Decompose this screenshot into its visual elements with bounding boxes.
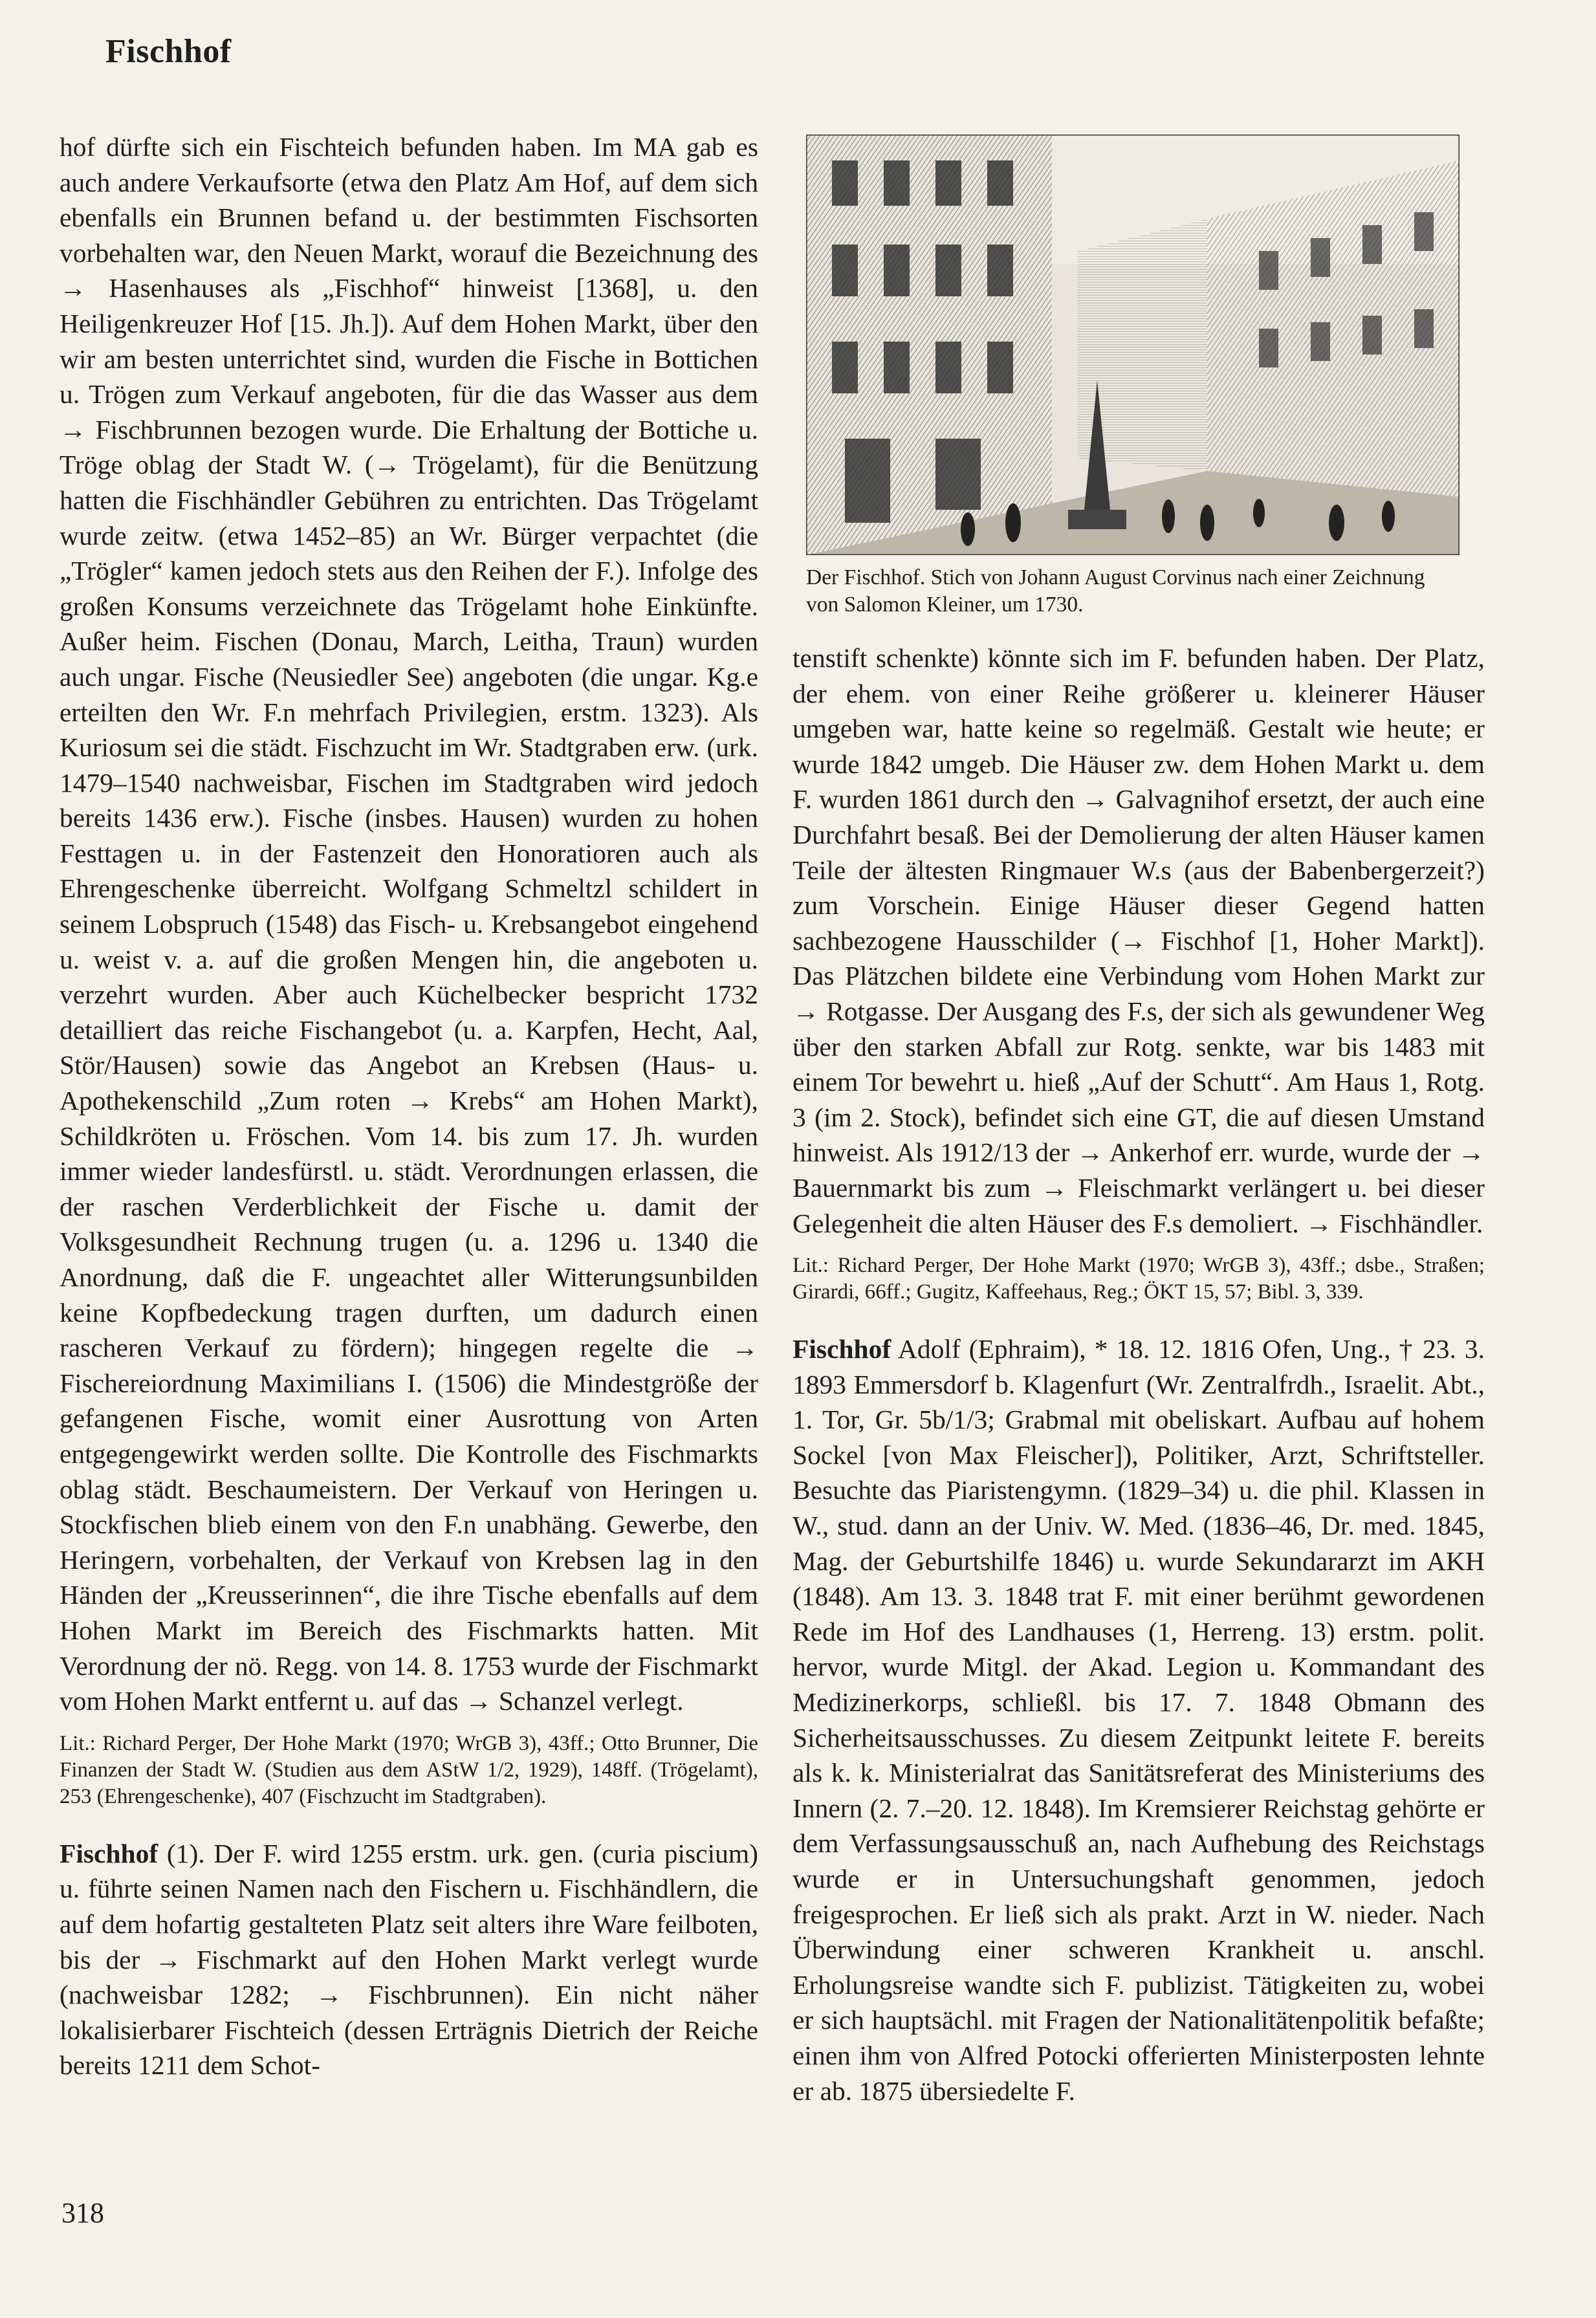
entry-fischhof-adolf [793, 1331, 1485, 2108]
body-paragraph: hof dürfte sich ein Fischteich befunden haben. Im MA gab es auch andere Verkaufsorte (etwa den Platz Am Hof, auf dem sich ebenfalls ein Brunnen befand u. der bestimmten Fischsorten vorbehalten war, den Neuen Markt, worauf die Bezeichnung des → Hasenhauses als „Fischhof“ hinweist [1368], u. den Heiligenkreuzer Hof [15. Jh.]). Auf dem Hohen Markt, über den wir am besten unterrichtet sind, wurden die Fische in Bottichen u. Trögen zum Verkauf angeboten, für die das Wasser aus dem → Fischbrunnen bezogen wurde. Die Erhaltung der Bottiche u. Tröge oblag der Stadt W. (→ Trögelamt), für die Benützung hatten die Fischhändler Gebühren zu entrichten. Das Trögelamt wurde zeitw. (etwa 1452–85) an Wr. Bürger verpachtet (die „Trögler“ kamen jedoch stets aus den Reihen der F.). Infolge des großen Konsums verzeichnete das Trögelamt hohe Einkünfte. Außer heim. Fischen (Donau, March, Leitha, Traun) wurden auch ungar. Fische (Neusiedler See) angeboten (die ungar. Kg.e erteilten den Wr. F.n mehrfach Privilegien, erstm. 1323). Als Kuriosum sei die städt. Fischzucht im Wr. Stadtgraben erw. (urk. 1479–1540 nachweisbar, Fischen im Stadtgraben wird jedoch bereits 1436 erw.). Fische (insbes. Hausen) wurden zu hohen Festtagen u. in der Fastenzeit den Honoratioren auch als Ehrengeschenke überreicht. Wolfgang Schmeltzl schildert in seinem Lobspruch (1548) das Fisch- u. Krebsangebot eingehend u. weist v. a. auf die großen Mengen hin, die angeboten u. verzehrt wurden. Aber auch Küchelbecker bespricht 1732 detailliert das reiche Fischangebot (u. a. Karpfen, Hecht, Aal, Stör/Hausen) sowie das Angebot an Krebsen (Haus- u. Apothekenschild „Zum roten → Krebs“ am Hohen Markt), Schildkröten u. Fröschen. Vom 14. bis zum 17. Jh. wurden immer wieder landesfürstl. u. städt. Verordnungen erlassen, die der raschen Verderblichkeit der Fische u. damit der Volksgesundheit Rechnung trugen (u. a. 1296 u. 1340 die Anordnung, daß die F. ungeachtet aller Witterungsunbilden keine Kopfbedeckung tragen durften, um dadurch einen rascheren Verkauf zu fördern); hingegen regelte die → Fischereiordnung Maximilians I. (1506) die Mindestgröße der gefangenen Fische, womit einer Ausrottung von Arten entgegengewirkt werden sollte. Die Kontrolle des Fischmarkts oblag städt. Beschaumeistern. Der Verkauf von Heringen u. Stockfischen blieb einem von den F.n unabhäng. Gewerbe, den Heringern, vorbehalten, der Verkauf von Krebsen lag in den Händen der „Kreusserinnen“, die ihre Tische ebenfalls auf dem Hohen Markt im Bereich des Fischmarkts hatten. Mit Verordnung der nö. Regg. von 14. 8. 1753 wurde der Fischmarkt vom Hohen Markt entfernt u. auf das → Schanzel verlegt. [60, 132, 758, 1716]
entry-headword: Fischhof [793, 1334, 891, 1364]
literature-note: Lit.: Richard Perger, Der Hohe Markt (1970; WrGB 3), 43ff.; Otto Brunner, Die Finanzen der Stadt W. (Studien aus dem AStW 1/2, 1929), 148ff. (Trögelamt), 253 (Ehrengeschenke), 407 (Fischzucht im Stadtgraben). [60, 1731, 758, 1808]
running-head: Fischhof [105, 33, 232, 70]
entry-fischhof-1 [60, 1836, 758, 2083]
entry-text: Adolf (Ephraim), * 18. 12. 1816 Ofen, Ung., † 23. 3. 1893 Emmersdorf b. Klagenfurt (Wr. Zentralfrdh., Israelit. Abt., 1. Tor, Gr. 5b/1/3; Grabmal mit obeliskart. Aufbau auf hohem Sockel [von Max Fleischer]), Politiker, Arzt, Schriftsteller. Besuchte das Piaristengymn. (1829–34) u. die phil. Klassen in W., stud. dann an der Univ. W. Med. (1836–46, Dr. med. 1845, Mag. der Geburtshilfe 1846) u. wurde Sekundararzt im AKH (1848). Am 13. 3. 1848 trat F. mit einer berühmt gewordenen Rede im Hof des Landhauses (1, Herreng. 13) erstm. polit. hervor, wurde Mitgl. der Akad. Legion u. Kommandant des Medizinerkorps, schließl. bis 17. 7. 1848 Obmann des Sicherheitsausschusses. Zu diesem Zeitpunkt leitete F. bereits als k. k. Ministerialrat das Sanitätsreferat des Ministeriums des Innern (2. 7.–20. 12. 1848). Im Kremsierer Reichstag gehörte er dem Verfassungsausschuß an, nach Aufhebung des Reichstags wurde er in Untersuchungshaft genommen, jedoch freigesprochen. Er ließ sich als prakt. Arzt in W. nieder. Nach Überwindung einer schweren Krankheit u. anschl. Erholungsreise wandte sich F. publizist. Tätigkeiten zu, wobei er sich hauptsächl. mit Fragen der Nationalitätenpolitik befaßte; einen ihm von Alfred Potocki offerierten Ministerposten lehnte er ab. 1875 übersiedelte F. [793, 1334, 1485, 2106]
entry-headword: Fischhof [60, 1838, 159, 1868]
page-number: 318 [61, 2197, 104, 2229]
figure-caption: Der Fischhof. Stich von Johann August Corvinus nach einer Zeichnung von Salomon Kleiner, um 1730. [806, 565, 1425, 617]
left-column [60, 129, 758, 2083]
right-column [793, 640, 1485, 2108]
engraving-image [806, 135, 1459, 555]
body-paragraph: tenstift schenkte) könnte sich im F. befunden haben. Der Platz, der ehem. von einer Reihe größerer u. kleinerer Häuser umgeben war, hatte keine so regelmäß. Gestalt wie heute; er wurde 1842 umgeb. Die Häuser zw. dem Hohen Markt u. dem F. wurden 1861 durch den → Galvagnihof ersetzt, der auch eine Durchfahrt besaß. Bei der Demolierung der alten Häuser kamen Teile der ältesten Ringmauer W.s (aus der Babenbergerzeit?) zum Vorschein. Einige Häuser dieser Gegend hatten sachbezogene Hausschilder (→ Fischhof [1, Hoher Markt]). Das Plätzchen bildete eine Verbindung vom Hohen Markt zur → Rotgasse. Der Ausgang des F.s, der sich als gewundener Weg über den starken Abfall zur Rotg. senkte, war bis 1483 mit einem Tor bewehrt u. hieß „Auf der Schutt“. Am Haus 1, Rotg. 3 (im 2. Stock), befindet sich eine GT, die auf diesen Umstand hinweist. Als 1912/13 der → Ankerhof err. wurde, wurde der → Bauernmarkt bis zum → Fleischmarkt verlängert u. bei dieser Gelegenheit die alten Häuser des F.s demoliert. → Fischhändler. [793, 643, 1485, 1238]
literature-note: Lit.: Richard Perger, Der Hohe Markt (1970; WrGB 3), 43ff.; dsbe., Straßen; Girardi, 66ff.; Gugitz, Kaffeehaus, Reg.; ÖKT 15, 57; Bibl. 3, 339. [793, 1254, 1485, 1304]
figure [806, 135, 1466, 618]
entry-text: (1). Der F. wird 1255 erstm. urk. gen. (curia piscium) u. führte seinen Namen nach den Fischern u. Fischhändlern, die auf dem hofartig gestalteten Platz seit alters ihre Ware feilboten, bis der → Fischmarkt auf den Hohen Markt verlegt wurde (nachweisbar 1282; → Fischbrunnen). Ein nicht näher lokalisierbarer Fischteich (dessen Erträgnis Dietrich der Reiche bereits 1211 dem Schot- [60, 1838, 758, 2081]
